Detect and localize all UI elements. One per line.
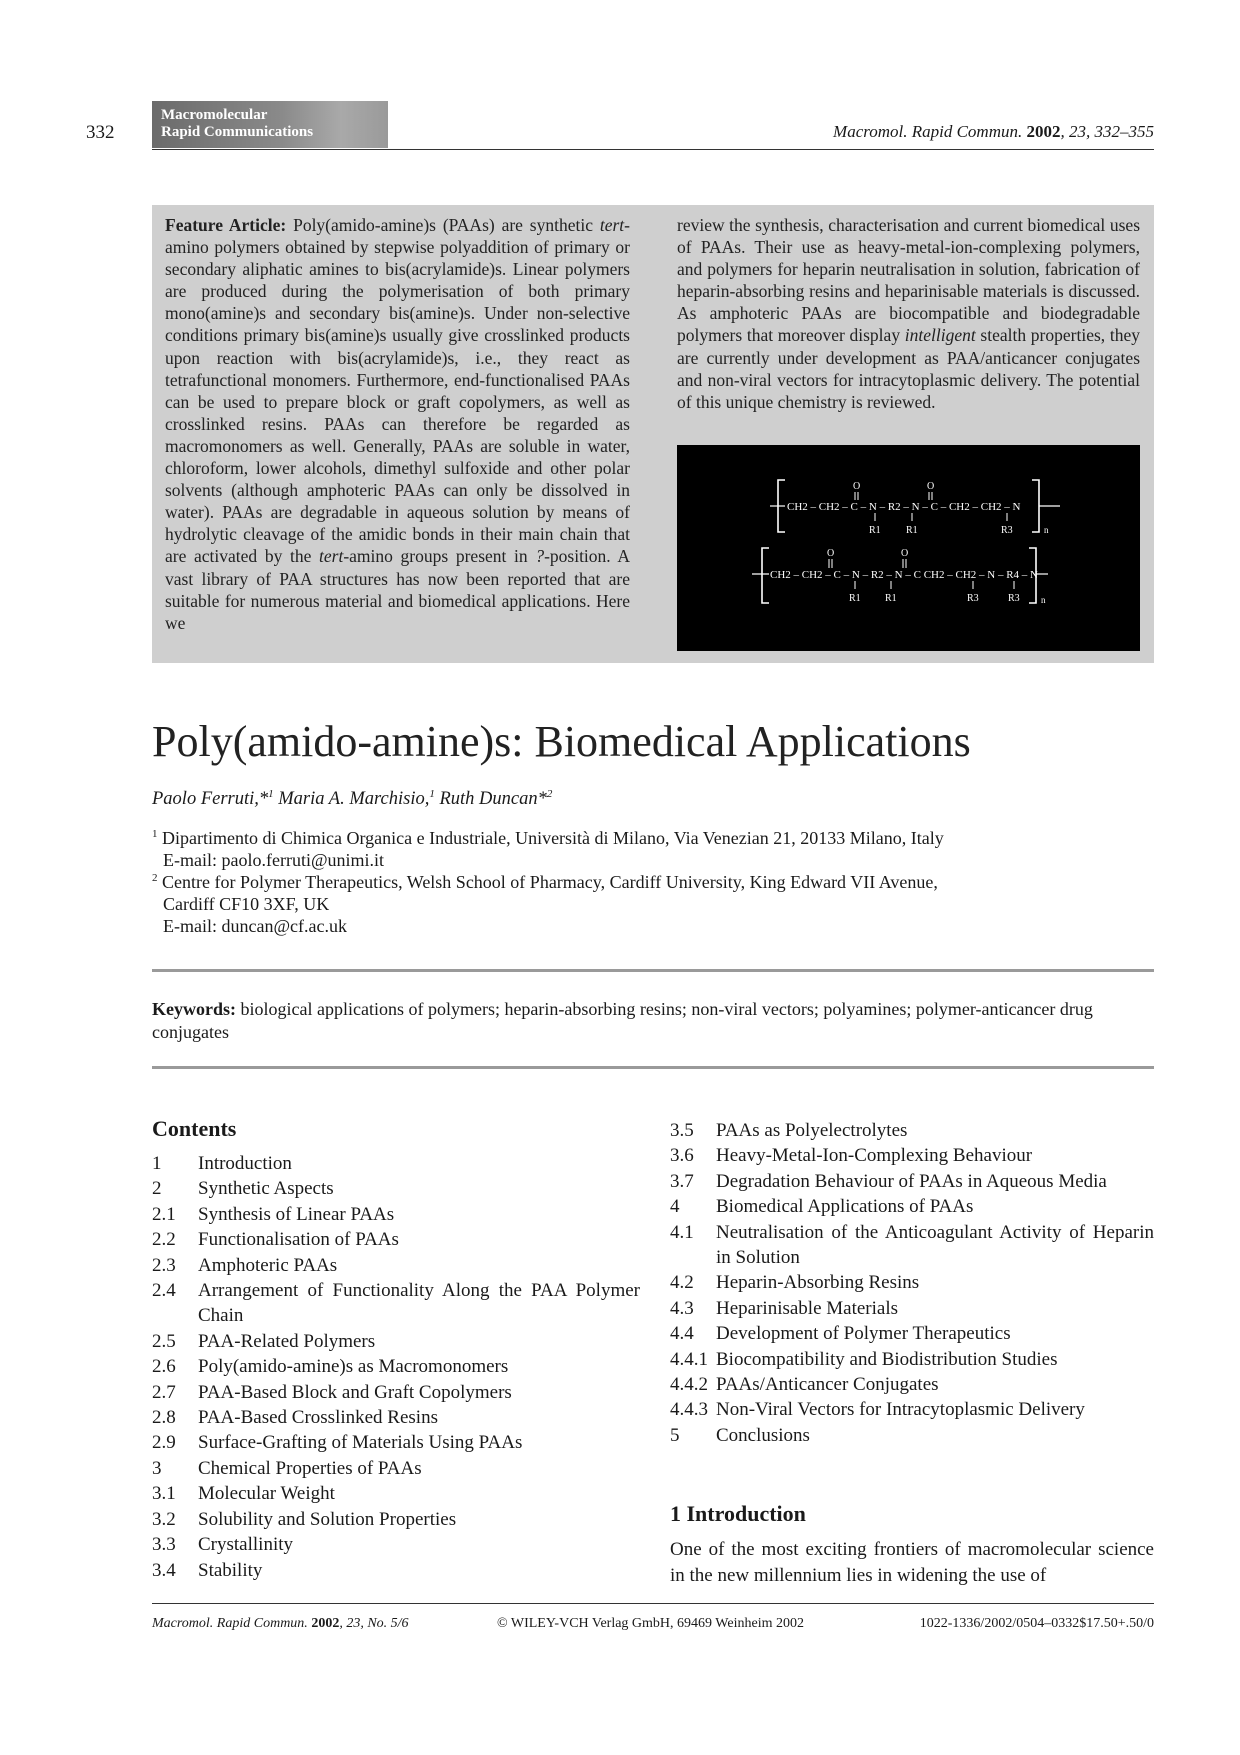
affiliation-email[interactable]: E-mail: paolo.ferruti@unimi.it bbox=[163, 850, 385, 870]
repeat-index: n bbox=[1041, 595, 1046, 605]
contents-entry-label: Neutralisation of the Anticoagulant Activity of Heparin in Solution bbox=[716, 1221, 1154, 1269]
contents-entry-label: Development of Polymer Therapeutics bbox=[716, 1323, 1011, 1345]
contents-entry[interactable] bbox=[152, 1380, 640, 1405]
substituent-label: R1 bbox=[849, 593, 861, 604]
contents-entry-number: 2.9 bbox=[152, 1432, 176, 1454]
keywords-bottom-rule bbox=[152, 1066, 1154, 1069]
contents-entry[interactable] bbox=[670, 1296, 1154, 1321]
substituent-label: R1 bbox=[906, 525, 918, 536]
abstract-italic: intelligent bbox=[904, 325, 976, 346]
contents-entry[interactable] bbox=[670, 1347, 1154, 1372]
contents-entry-label: Synthesis of Linear PAAs bbox=[198, 1203, 395, 1225]
contents-entry[interactable] bbox=[670, 1220, 1154, 1271]
contents-entry[interactable] bbox=[670, 1194, 1154, 1219]
contents-entry-label: Functionalisation of PAAs bbox=[198, 1229, 399, 1251]
structure-chain-2: CH2 – CH2 – C – N – R2 – N – C CH2 – CH2 – N – R4 – N bbox=[770, 569, 1038, 581]
contents-entry-number: 2.1 bbox=[152, 1203, 176, 1225]
substituent-label: R3 bbox=[967, 593, 979, 604]
article-title: Poly(amido-amine)s: Biomedical Applications bbox=[152, 717, 971, 766]
feature-article-box bbox=[152, 205, 1154, 663]
contents-entry-label: PAAs as Polyelectrolytes bbox=[716, 1120, 908, 1141]
contents-entry[interactable] bbox=[152, 1354, 640, 1379]
affiliation-address: Cardiff CF10 3XF, UK bbox=[163, 894, 330, 914]
journal-pages: , 332–355 bbox=[1086, 122, 1154, 141]
introduction-text: One of the most exciting frontiers of macromolecular science in the new millennium lies in widening the use of bbox=[670, 1539, 1154, 1586]
affiliation-address: Dipartimento di Chimica Organica e Industriale, Università di Milano, Via Venezian 21, 20133 Milano, Italy bbox=[157, 828, 944, 848]
contents-entry[interactable] bbox=[152, 1405, 640, 1430]
contents-entry-number: 3.7 bbox=[670, 1170, 694, 1192]
contents-entry-number: 4.4 bbox=[670, 1323, 694, 1345]
abstract-text: Poly(amido-amine)s (PAAs) are synthetic bbox=[286, 215, 600, 235]
contents-entry-label: PAAs/Anticancer Conjugates bbox=[716, 1374, 939, 1396]
journal-name: Macromol. Rapid Commun. bbox=[833, 122, 1023, 141]
affiliation-marker: 2 bbox=[152, 872, 158, 884]
contents-entry-label: Synthetic Aspects bbox=[198, 1178, 334, 1200]
contents-entry-label: Stability bbox=[198, 1559, 263, 1581]
author-name: Ruth Duncan* bbox=[434, 789, 547, 809]
keywords-text: biological applications of polymers; heparin-absorbing resins; non-viral vectors; polyamines; polymer-anticancer drug conjugates bbox=[152, 999, 1093, 1042]
contents-entry[interactable] bbox=[152, 1481, 640, 1506]
feature-label: Feature Article: bbox=[165, 215, 287, 235]
carbonyl-oxygen: O bbox=[853, 481, 861, 492]
contents-entry-number: 1 bbox=[152, 1153, 162, 1174]
contents-entry[interactable] bbox=[670, 1372, 1154, 1397]
affiliation-address: Centre for Polymer Therapeutics, Welsh School of Pharmacy, Cardiff University, King Edward VII Avenue, bbox=[157, 872, 938, 892]
keywords-label: Keywords: bbox=[152, 999, 236, 1019]
contents-entry[interactable] bbox=[152, 1329, 640, 1354]
author-list bbox=[152, 789, 552, 810]
footer-rule bbox=[152, 1603, 1154, 1604]
contents-entry-number: 2.5 bbox=[152, 1330, 176, 1352]
contents-entry-number: 2.8 bbox=[152, 1407, 176, 1429]
contents-entry[interactable] bbox=[152, 1507, 640, 1532]
header-rule bbox=[152, 149, 1154, 150]
contents-entry[interactable] bbox=[152, 1176, 640, 1201]
affiliation-email[interactable]: E-mail: duncan@cf.ac.uk bbox=[163, 916, 347, 936]
contents-entry-number: 4 bbox=[670, 1196, 680, 1218]
contents-entry[interactable] bbox=[152, 1253, 640, 1278]
abstract-italic: tert bbox=[319, 546, 344, 567]
contents-entry-number: 3.1 bbox=[152, 1483, 176, 1505]
contents-entry-label: Conclusions bbox=[716, 1424, 810, 1446]
contents-entry-number: 4.1 bbox=[670, 1221, 694, 1243]
contents-entry-number: 4.3 bbox=[670, 1297, 694, 1319]
contents-entry-number: 3.5 bbox=[670, 1120, 694, 1141]
contents-entry-label: Heparin-Absorbing Resins bbox=[716, 1272, 920, 1294]
contents-entry[interactable] bbox=[152, 1202, 640, 1227]
footer-copyright: © WILEY-VCH Verlag GmbH, 69469 Weinheim 2002 bbox=[497, 1616, 804, 1631]
affiliation-2 bbox=[152, 871, 938, 937]
contents-list-right bbox=[670, 1118, 1154, 1448]
affiliation-marker: 1 bbox=[268, 788, 274, 800]
contents-entry-number: 4.2 bbox=[670, 1272, 694, 1294]
contents-entry-number: 4.4.3 bbox=[670, 1399, 708, 1421]
abstract-text: review the synthesis, characterisation and current biomedical uses of PAAs. Their use as heavy-metal-ion-complexing polymers, and polymers for heparin neutralisation in solution, fabrication of heparin-absorbing resins and heparinisable materials is discussed. As amphoteric PAAs are biocompatible and biodegradable polymers that moreover display bbox=[677, 215, 1140, 346]
substituent-label: R3 bbox=[1008, 593, 1020, 604]
contents-entry-label: PAA-Related Polymers bbox=[198, 1330, 376, 1352]
abstract-italic: ? bbox=[535, 546, 545, 567]
author-name: Paolo Ferruti,* bbox=[152, 789, 269, 809]
contents-entry-number: 3.3 bbox=[152, 1534, 176, 1556]
contents-entry-number: 4.4.1 bbox=[670, 1348, 708, 1370]
contents-entry[interactable] bbox=[670, 1423, 1154, 1448]
substituent-label: R1 bbox=[885, 593, 897, 604]
contents-entry-number: 2 bbox=[152, 1178, 162, 1200]
contents-entry-number: 4.4.2 bbox=[670, 1374, 708, 1396]
logo-line-2: Rapid Communications bbox=[161, 124, 314, 140]
chemical-structure-scheme bbox=[677, 445, 1140, 651]
repeat-index: n bbox=[1044, 525, 1049, 535]
footer-issue: , 23, No. 5/6 bbox=[339, 1616, 409, 1631]
contents-entry-label: Non-Viral Vectors for Intracytoplasmic Delivery bbox=[716, 1399, 1085, 1421]
carbonyl-oxygen: O bbox=[901, 548, 909, 559]
contents-heading: Contents bbox=[152, 1116, 237, 1141]
affiliation-1 bbox=[152, 827, 944, 871]
introduction-heading: 1 Introduction bbox=[670, 1501, 806, 1526]
structure-row-1 bbox=[770, 480, 1060, 536]
contents-entry[interactable] bbox=[670, 1397, 1154, 1422]
contents-entry-number: 2.2 bbox=[152, 1229, 176, 1251]
carbonyl-oxygen: O bbox=[827, 548, 835, 559]
journal-year: 2002 bbox=[1026, 122, 1061, 141]
feature-abstract-right bbox=[677, 214, 1140, 413]
page-number: 332 bbox=[86, 122, 115, 143]
footer-year: 2002 bbox=[311, 1616, 340, 1631]
contents-list-left bbox=[152, 1151, 640, 1583]
contents-entry-label: Arrangement of Functionality Along the PAA Polymer Chain bbox=[198, 1280, 640, 1327]
contents-entry[interactable] bbox=[670, 1143, 1154, 1168]
contents-entry-number: 3.6 bbox=[670, 1145, 694, 1167]
footer-issn: 1022-1336/2002/0504–0332$17.50+.50/0 bbox=[919, 1616, 1154, 1631]
abstract-text: -amino polymers obtained by stepwise polyaddition of primary or secondary aliphatic amines to bis(acrylamide)s. Linear polymers are produced during the polymerisation of both primary mono(amine)s and secondary bis(amine)s. Under non-selective conditions primary bis(amine)s usually give crosslinked products upon reaction with bis(acrylamide)s, i.e., they react as tetrafunctional monomers. Furthermore, end-functionalised PAAs can be used to prepare block or graft copolymers, as well as crosslinked resins. PAAs can therefore be regarded as macromonomers as well. Generally, PAAs are soluble in water, chloroform, lower alcohols, dimethyl sulfoxide and other polar solvents (although amphoteric PAAs can only be dissolved in water). PAAs are degradable in aqueous solution by means of hydrolytic cleavage of the amidic bonds in their main chain that are activated by the bbox=[165, 215, 630, 567]
footer-journal: Macromol. Rapid Commun. bbox=[152, 1616, 308, 1631]
affiliation-marker: 2 bbox=[546, 788, 553, 800]
contents-entry-number: 5 bbox=[670, 1424, 680, 1446]
contents-entry-label: PAA-Based Crosslinked Resins bbox=[198, 1407, 438, 1429]
author-name: Maria A. Marchisio, bbox=[273, 789, 430, 809]
affiliation-marker: 1 bbox=[152, 828, 158, 840]
keywords-top-rule bbox=[152, 969, 1154, 972]
journal-volume: 23 bbox=[1069, 122, 1086, 141]
contents-entry-number: 3.4 bbox=[152, 1559, 176, 1581]
contents-entry[interactable] bbox=[152, 1151, 640, 1176]
contents-entry-number: 3 bbox=[152, 1457, 162, 1479]
contents-entry-label: Degradation Behaviour of PAAs in Aqueous Media bbox=[716, 1170, 1107, 1192]
contents-entry[interactable] bbox=[670, 1169, 1154, 1194]
contents-entry[interactable] bbox=[152, 1558, 640, 1583]
contents-entry[interactable] bbox=[670, 1321, 1154, 1346]
logo-line-1: Macromolecular bbox=[161, 107, 268, 123]
contents-entry-label: Solubility and Solution Properties bbox=[198, 1508, 457, 1530]
contents-entry-number: 2.4 bbox=[152, 1280, 176, 1302]
abstract-italic: tert bbox=[599, 215, 625, 235]
contents-entry-label: Chemical Properties of PAAs bbox=[198, 1457, 422, 1479]
contents-entry-label: Biomedical Applications of PAAs bbox=[716, 1196, 974, 1218]
structure-chain-1: CH2 – CH2 – C – N – R2 – N – C – CH2 – CH2 – N bbox=[787, 501, 1021, 513]
contents-entry-label: Introduction bbox=[198, 1153, 292, 1174]
contents-entry[interactable] bbox=[152, 1532, 640, 1557]
keywords bbox=[152, 998, 1154, 1044]
footer-citation bbox=[152, 1616, 409, 1632]
contents-entry-label: Heparinisable Materials bbox=[716, 1297, 899, 1319]
affiliation-marker: 1 bbox=[429, 788, 435, 800]
contents-entry-label: Amphoteric PAAs bbox=[198, 1254, 338, 1276]
contents-entry[interactable] bbox=[152, 1278, 640, 1329]
substituent-label: R1 bbox=[869, 525, 881, 536]
journal-reference: Macromol. Rapid Commun. 2002, 23, 332–355 bbox=[833, 122, 1154, 141]
contents-entry-label: Poly(amido-amine)s as Macromonomers bbox=[198, 1356, 509, 1378]
contents-entry-label: Heavy-Metal-Ion-Complexing Behaviour bbox=[716, 1145, 1033, 1167]
contents-entry-label: PAA-Based Block and Graft Copolymers bbox=[198, 1381, 512, 1403]
contents-entry-label: Biocompatibility and Biodistribution Studies bbox=[716, 1348, 1058, 1370]
contents-entry-number: 2.7 bbox=[152, 1381, 176, 1403]
contents-entry[interactable] bbox=[152, 1456, 640, 1481]
contents-entry-label: Molecular Weight bbox=[198, 1483, 335, 1505]
abstract-text: -amino groups present in bbox=[343, 546, 536, 567]
structure-row-2 bbox=[752, 548, 1048, 605]
contents-entry-number: 2.3 bbox=[152, 1254, 176, 1276]
contents-entry[interactable] bbox=[152, 1430, 640, 1455]
contents-entry-label: Crystallinity bbox=[198, 1534, 293, 1556]
contents-entry[interactable] bbox=[670, 1118, 1154, 1143]
contents-entry-number: 2.6 bbox=[152, 1356, 176, 1378]
substituent-label: R3 bbox=[1001, 525, 1013, 536]
contents-entry[interactable] bbox=[152, 1227, 640, 1252]
feature-abstract-left bbox=[165, 214, 630, 634]
abstract-text: -position. A vast library of PAA structures has now been reported that are suitable for numerous material and biomedical applications. Here we bbox=[165, 546, 630, 633]
abstract-text: stealth properties, they are currently under development as PAA/anticancer conjugates and non-viral vectors for intracytoplasmic delivery. The potential of this unique chemistry is reviewed. bbox=[677, 325, 1140, 412]
journal-logo bbox=[152, 101, 388, 148]
contents-entry[interactable] bbox=[670, 1270, 1154, 1295]
carbonyl-oxygen: O bbox=[927, 481, 935, 492]
contents-entry-number: 3.2 bbox=[152, 1508, 176, 1530]
contents-entry-label: Surface-Grafting of Materials Using PAAs bbox=[198, 1432, 523, 1454]
